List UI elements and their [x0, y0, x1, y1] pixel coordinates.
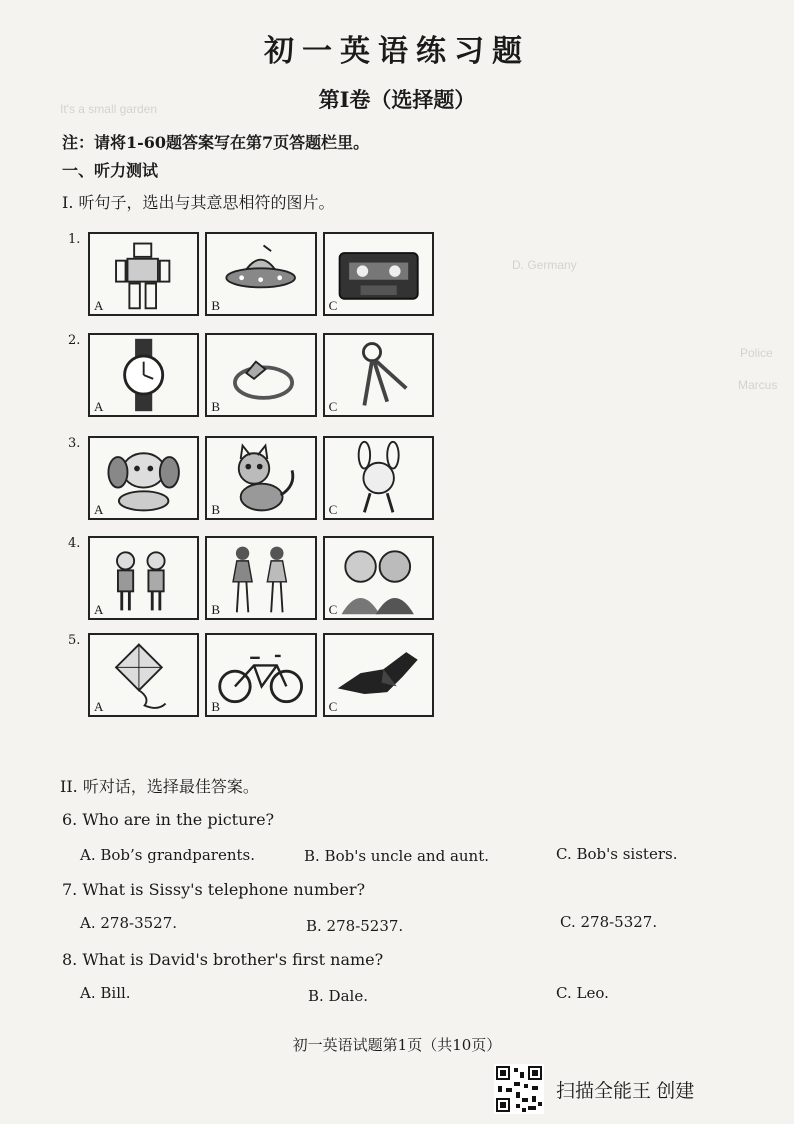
cat-icon	[207, 438, 314, 518]
bleed-through-text: D. Germany	[512, 258, 577, 272]
option-c[interactable]	[323, 232, 434, 316]
question-number: 5.	[68, 633, 81, 648]
answer-option-a[interactable]: A. Bill.	[80, 984, 131, 1002]
page-footer: 初一英语试题第1页（共10页）	[292, 1036, 502, 1054]
question-number: 3.	[68, 436, 81, 451]
section-subtitle: 第Ⅰ卷（选择题）	[318, 87, 476, 112]
part-heading: II. 听对话，选择最佳答案。	[60, 777, 259, 796]
children-icon	[90, 538, 197, 618]
question-text: 6. Who are in the picture?	[62, 810, 275, 829]
girls-icon	[207, 538, 314, 618]
answer-option-c[interactable]: C. Leo.	[556, 984, 609, 1002]
section-heading: 一、听力测试	[62, 161, 159, 180]
qr-code-icon	[494, 1064, 544, 1114]
option-c[interactable]	[323, 536, 434, 620]
question-text: 7. What is Sissy's telephone number?	[62, 880, 366, 899]
instruction-note: 注：请将1-60题答案写在第7页答题栏里。	[62, 133, 370, 152]
answer-option-a[interactable]: A. Bob’s grandparents.	[80, 846, 255, 864]
option-label: A	[94, 502, 104, 517]
answer-option-b[interactable]: B. 278-5237.	[306, 917, 404, 935]
question-number: 4.	[68, 536, 81, 551]
option-label: A	[94, 602, 104, 617]
robot-icon	[90, 234, 197, 314]
grandparents-icon	[325, 538, 432, 618]
answer-option-c[interactable]: C. Bob's sisters.	[556, 845, 678, 863]
option-label: C	[328, 298, 338, 313]
option-label: B	[211, 602, 220, 617]
picture-row-1	[88, 232, 434, 316]
option-label: C	[328, 399, 338, 414]
question-text: 8. What is David's brother's first name?	[62, 950, 384, 969]
option-c[interactable]	[323, 633, 434, 717]
option-label: A	[94, 699, 104, 714]
bleed-through-text: Police	[740, 346, 773, 360]
keys-icon	[325, 335, 432, 415]
picture-row-2	[88, 333, 434, 417]
bleed-through-text: Marcus	[738, 378, 778, 392]
option-label: A	[94, 399, 104, 414]
option-b[interactable]	[205, 333, 316, 417]
picture-row-3	[88, 436, 434, 520]
dog-icon	[90, 438, 197, 518]
option-a[interactable]	[88, 232, 199, 316]
bleed-through-text: It's a small garden	[60, 102, 158, 116]
rabbit-icon	[325, 438, 432, 518]
picture-row-5	[88, 633, 434, 717]
option-c[interactable]	[323, 436, 434, 520]
option-a[interactable]	[88, 536, 199, 620]
option-label: C	[328, 502, 338, 517]
option-c[interactable]	[323, 333, 434, 417]
option-label: C	[328, 699, 338, 714]
page-title: 初一英语练习题	[264, 34, 530, 69]
answer-option-c[interactable]: C. 278-5327.	[560, 913, 658, 931]
option-b[interactable]	[205, 633, 316, 717]
option-a[interactable]	[88, 436, 199, 520]
option-label: C	[328, 602, 338, 617]
option-label: A	[94, 298, 104, 313]
question-number: 2.	[68, 333, 81, 348]
option-a[interactable]	[88, 633, 199, 717]
question-number: 1.	[68, 232, 81, 247]
option-b[interactable]	[205, 536, 316, 620]
option-b[interactable]	[205, 232, 316, 316]
answer-option-b[interactable]: B. Bob's uncle and aunt.	[304, 847, 490, 865]
ufo-icon	[207, 234, 314, 314]
option-label: B	[211, 699, 220, 714]
scanner-watermark: 扫描全能王 创建	[556, 1081, 695, 1102]
option-label: B	[211, 502, 220, 517]
answer-option-b[interactable]: B. Dale.	[308, 987, 368, 1005]
ring-icon	[207, 335, 314, 415]
crow-icon	[325, 635, 432, 715]
option-label: B	[211, 399, 220, 414]
kite-icon	[90, 635, 197, 715]
part-heading: I. 听句子，选出与其意思相符的图片。	[62, 193, 335, 212]
watch-icon	[90, 335, 197, 415]
picture-row-4	[88, 536, 434, 620]
cassette-icon	[325, 234, 432, 314]
option-a[interactable]	[88, 333, 199, 417]
option-label: B	[211, 298, 220, 313]
option-b[interactable]	[205, 436, 316, 520]
bicycle-icon	[207, 635, 314, 715]
answer-option-a[interactable]: A. 278-3527.	[80, 914, 178, 932]
